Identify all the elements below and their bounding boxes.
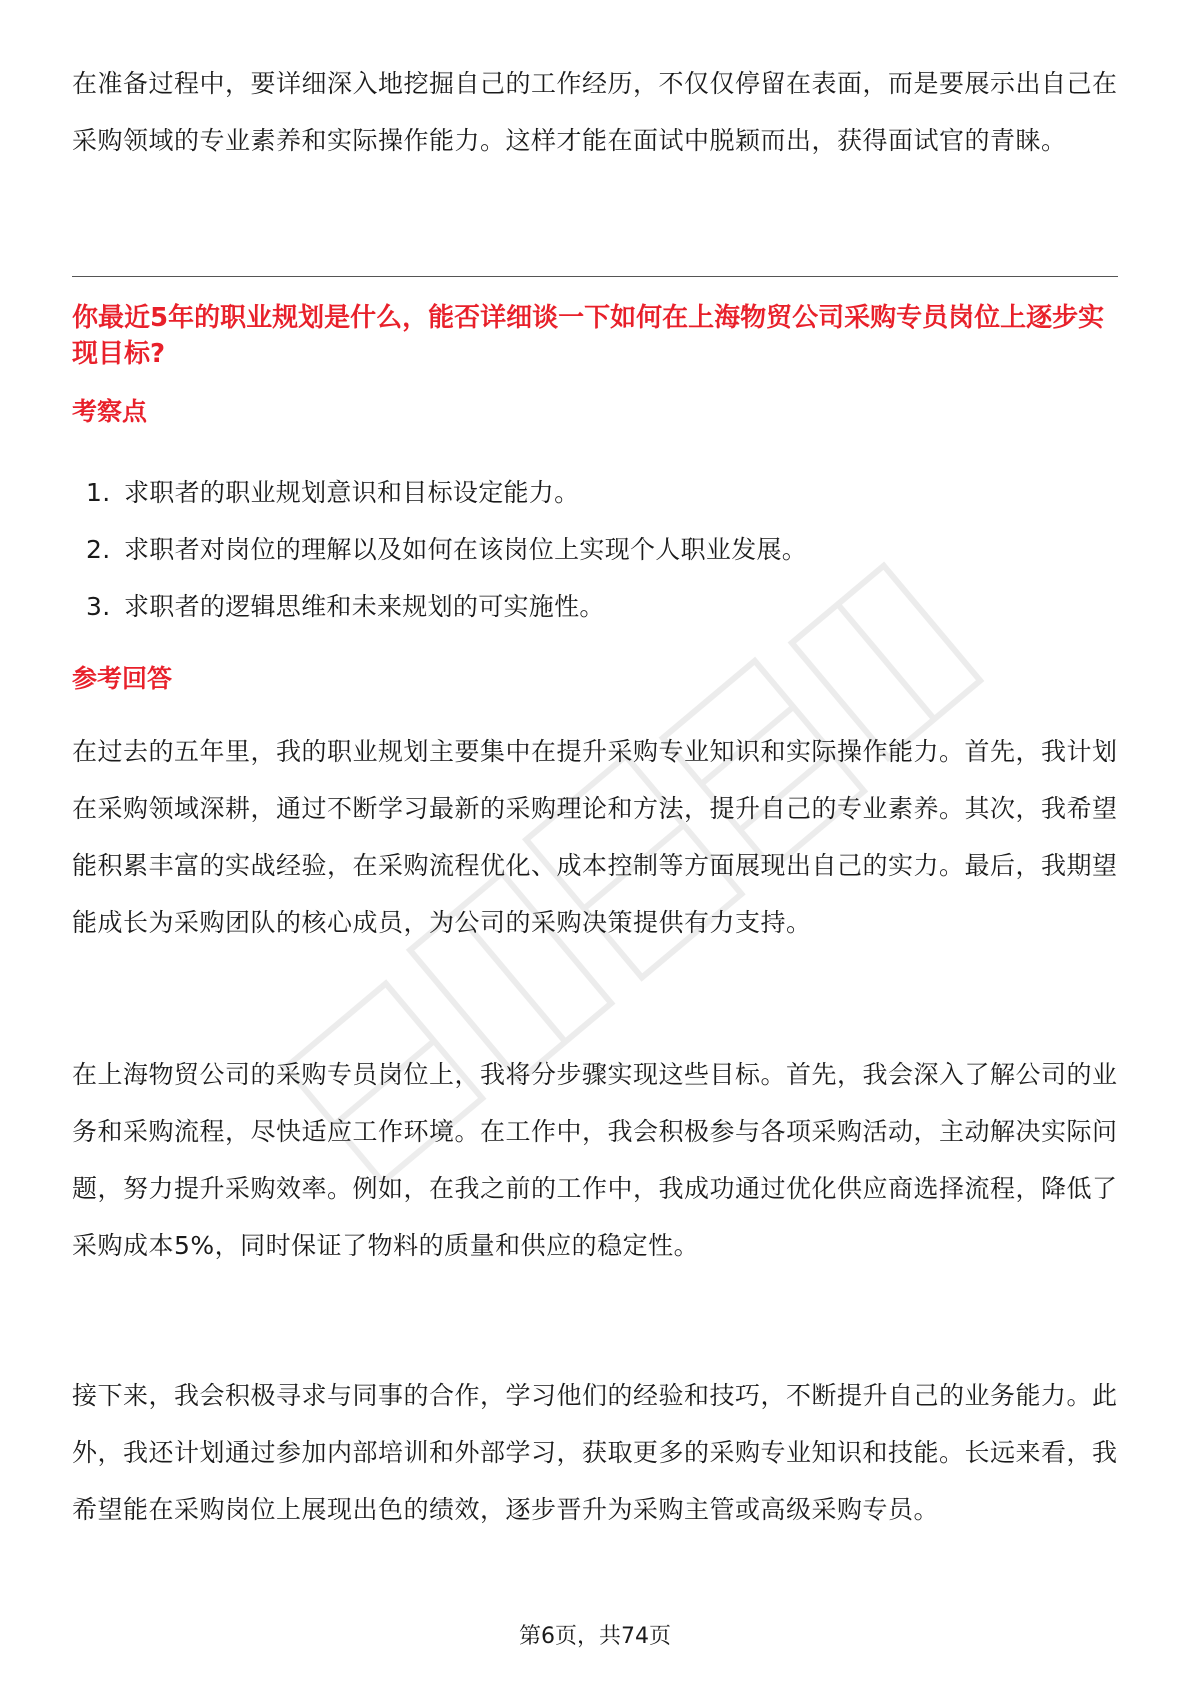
answer-paragraph: 在上海物贸公司的采购专员岗位上，我将分步骤实现这些目标。首先，我会深入了解公司的业务和采购流程，尽快适应工作环境。在工作中，我会积极参与各项采购活动，主动解决实际问题，努力提升采购效率。例如，在我之前的工作中，我成功通过优化供应商选择流程，降低了采购成本5%，同时保证了物料的质量和供应的稳定性。 [72,1060,1118,1260]
page-footer: 第6页，共74页 [519,1624,671,1649]
interview-question: 你最近5年的职业规划是什么，能否详细谈一下如何在上海物贸公司采购专员岗位上逐步实现目标? [72,303,1105,369]
list-item-number: 1. [86,478,111,507]
answer-heading: 参考回答 [72,664,173,693]
list-item-number: 3. [86,592,111,621]
list-item [86,521,807,578]
answer-paragraph: 接下来，我会积极寻求与同事的合作，学习他们的经验和技巧，不断提升自己的业务能力。此外，我还计划通过参加内部培训和外部学习，获取更多的采购专业知识和技能。长远来看，我希望能在采购岗位上展现出色的绩效，逐步晋升为采购主管或高级采购专员。 [72,1381,1118,1524]
focus-points-list [86,464,807,635]
list-item [86,464,807,521]
answer-paragraph: 在过去的五年里，我的职业规划主要集中在提升采购专业知识和实际操作能力。首先，我计划在采购领域深耕，通过不断学习最新的采购理论和方法，提升自己的专业素养。其次，我希望能积累丰富的实战经验，在采购流程优化、成本控制等方面展现出自己的实力。最后，我期望能成长为采购团队的核心成员，为公司的采购决策提供有力支持。 [72,737,1118,937]
intro-paragraph: 在准备过程中，要详细深入地挖掘自己的工作经历，不仅仅停留在表面，而是要展示出自己在采购领域的专业素养和实际操作能力。这样才能在面试中脱颖而出，获得面试官的青睐。 [72,69,1118,155]
focus-heading: 考察点 [72,397,148,426]
list-item-text: 求职者对岗位的理解以及如何在该岗位上实现个人职业发展。 [124,535,808,564]
list-item-text: 求职者的职业规划意识和目标设定能力。 [124,478,580,507]
list-item-text: 求职者的逻辑思维和未来规划的可实施性。 [124,592,605,621]
section-divider [72,276,1118,277]
list-item-number: 2. [86,535,111,564]
list-item [86,578,807,635]
